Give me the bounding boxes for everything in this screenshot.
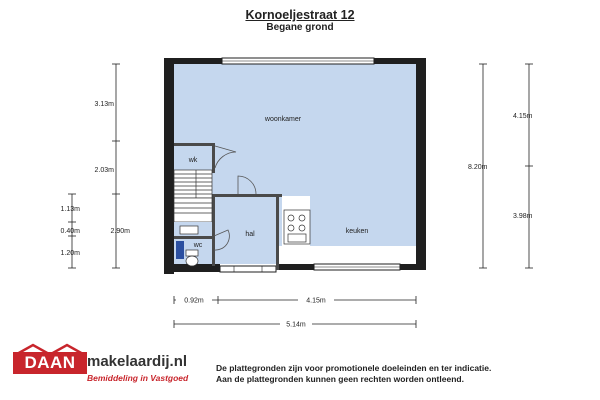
toilet-icon [186, 250, 198, 266]
dim-right-total: 8.20m [468, 164, 488, 171]
dim-right-2: 3.98m [513, 213, 533, 220]
dim-bottom-total: 5.14m [286, 321, 306, 329]
room-label-wc: wc [193, 242, 203, 249]
sink-icon [180, 226, 198, 234]
floor-subtitle: Begane grond [266, 22, 334, 33]
dim-left-1: 3.13m [94, 101, 114, 108]
dim-left-3: 2.90m [110, 228, 130, 235]
dim-bottom-1: 0.92m [184, 297, 204, 305]
plan-title: Kornoeljestraat 12 [245, 8, 355, 22]
dim-bottom-2: 4.15m [306, 297, 326, 305]
front-door [220, 266, 276, 272]
wc-sink-icon [176, 241, 184, 259]
room-label-keuken: keuken [345, 228, 369, 235]
brand-logo-mark: DAAN [13, 352, 87, 374]
room-label-hal: hal [245, 231, 255, 238]
dim-inner-3: 1.20m [60, 250, 80, 257]
brand-tagline: Bemiddeling in Vastgoed [87, 373, 189, 383]
disclaimer-line-1: De plattegronden zijn voor promotionele doeleinden en ter indicatie. [216, 363, 492, 373]
brand-logo[interactable] [13, 343, 213, 388]
left-dimension-line [112, 64, 120, 268]
disclaimer [216, 363, 491, 385]
disclaimer-line-2: Aan de plattegronden kunnen geen rechten worden ontleend. [216, 374, 464, 384]
right-parts-dimension-line [525, 64, 533, 268]
kitchen-floor [310, 196, 416, 246]
dim-left-2: 2.03m [94, 167, 114, 174]
kitchen-counter [284, 210, 310, 244]
dim-right-1: 4.15m [513, 113, 533, 120]
room-label-woonkamer: woonkamer [264, 116, 302, 123]
room-label-wk: wk [188, 157, 198, 164]
brand-name: makelaardij.nl [87, 353, 188, 370]
staircase [174, 170, 212, 222]
hall-floor [214, 196, 276, 264]
dim-inner-2: 0.40m [60, 228, 80, 235]
dim-inner-1: 1.13m [60, 206, 80, 213]
